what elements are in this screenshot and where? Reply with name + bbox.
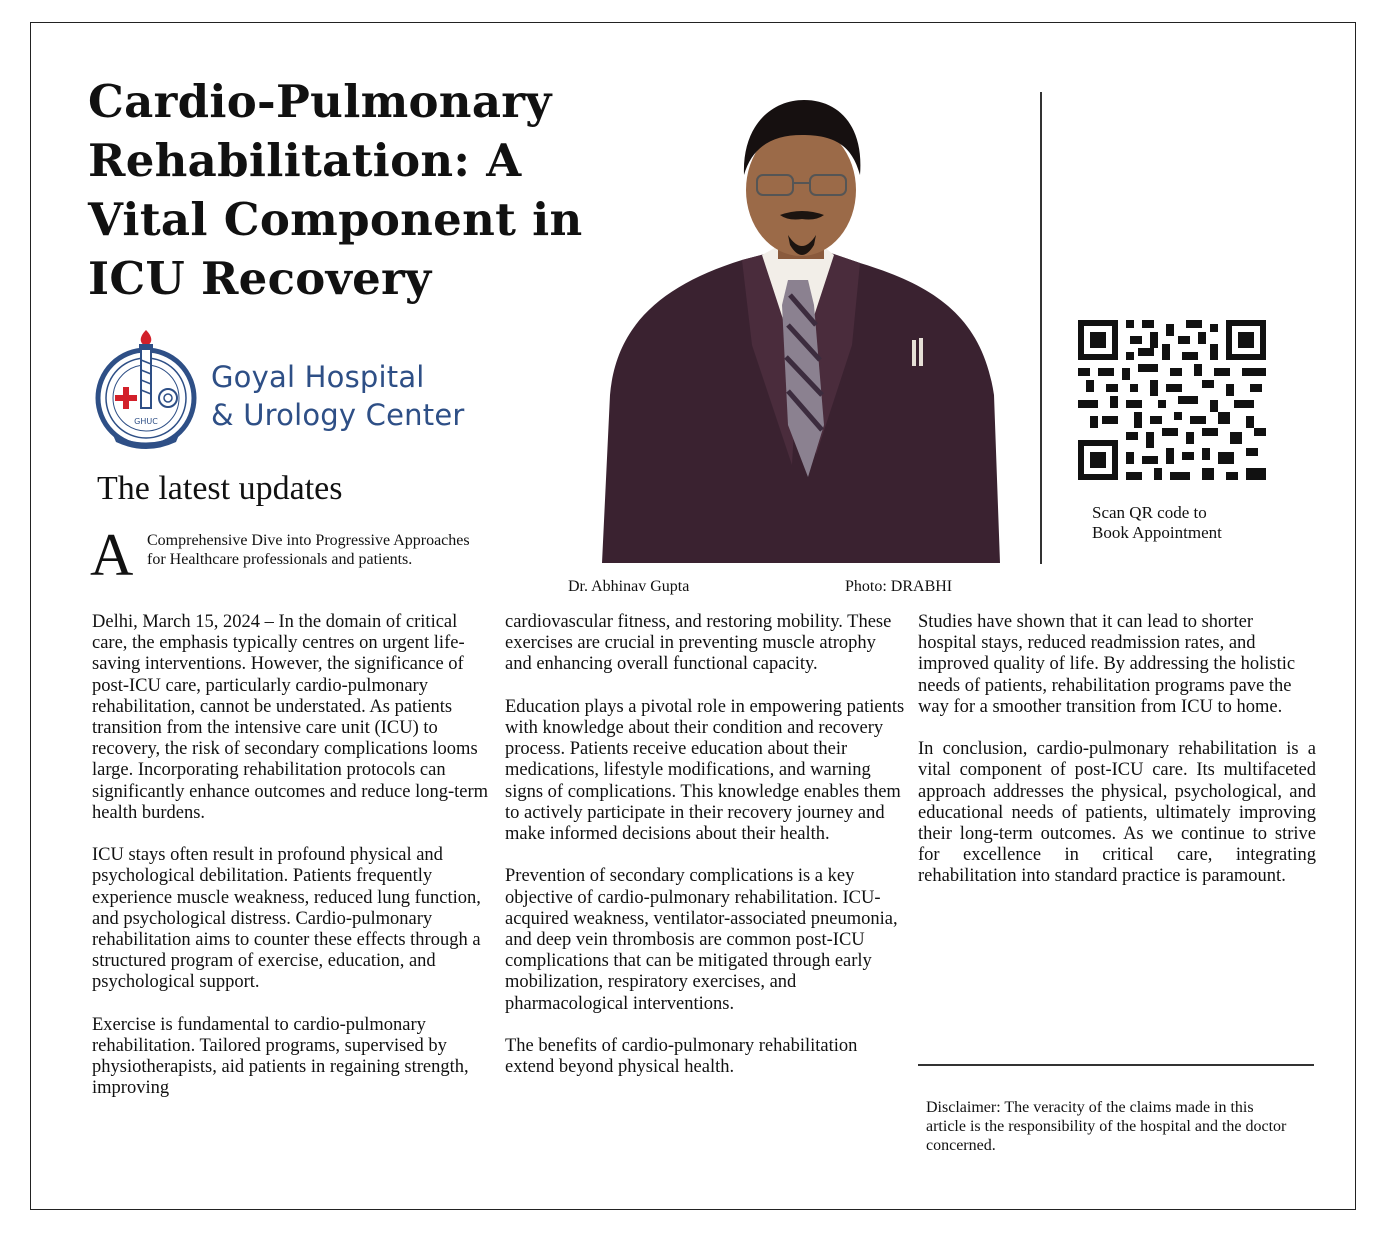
paragraph: cardiovascular fitness, and restoring mobility. These exercises are crucial in preventing muscle atrophy and enhancing overall functional capacity. [505, 612, 892, 675]
logo-wordmark [211, 358, 464, 434]
paragraph: Delhi, March 15, 2024 – In the domain of critical care, the emphasis typically centres on urgent life-saving interventions. However, the significance of post-ICU care, particularly cardio-pulmonary rehabilitation, cannot be understated. As patients transition from the intensive care unit (ICU) to recovery, the risk of secondary complications looms large. Incorporating rehabilitation protocols can significantly enhance outcomes and reduce long-term health burdens. [92, 612, 489, 823]
paragraph: Exercise is fundamental to cardio-pulmonary rehabilitation. Tailored programs, supervised by physiotherapists, aid patients in regaining strength, improving [92, 1014, 469, 1099]
paragraph: Prevention of secondary complications is a key objective of cardio-pulmonary rehabilitation. ICU-acquired weakness, ventilator-associated pneumonia, and deep vein thrombosis are common post-ICU complications that can be mitigated through early mobilization, respiratory exercises, and pharmacological interventions. [505, 866, 898, 1014]
headline-line-4: ICU Recovery [88, 252, 432, 305]
hospital-logo [88, 320, 538, 460]
deck-drop-cap: A [90, 522, 134, 588]
disclaimer-divider [918, 1064, 1314, 1066]
headline-line-3: Vital Component in [88, 193, 583, 246]
headline-line-2: Rehabilitation: A [88, 134, 522, 187]
conclusion-paragraph: In conclusion, cardio-pulmonary rehabilitation is a vital component of post-ICU care. Its multifaceted approach addresses the physical, psychological, and educational needs of patients, ultimately improving their long-term outcomes. As we continue to strive for excellence in critical care, integrating rehabilitation into standard practice is paramount. [918, 739, 1316, 887]
doctor-portrait-image [602, 95, 1000, 563]
article-column-1 [92, 612, 494, 1121]
qr-caption [1092, 503, 1222, 543]
qr-caption-line-1: Scan QR code to [1092, 503, 1207, 522]
section-title: The latest updates [97, 470, 343, 507]
photo-credit: Photo: DRABHI [845, 578, 953, 595]
paragraph: The benefits of cardio-pulmonary rehabilitation extend beyond physical health. [505, 1036, 858, 1078]
qr-caption-line-2: Book Appointment [1092, 523, 1222, 542]
paragraph: Education plays a pivotal role in empowering patients with knowledge about their condition and recovery process. Patients receive education about their medications, lifestyle modifications, and warning signs of complications. This knowledge enables them to actively participate in their recovery journey and make informed decisions about their health. [505, 696, 905, 845]
svg-text:GHUC: GHUC [134, 417, 158, 426]
headline-line-1: Cardio-Pulmonary [88, 75, 552, 128]
article-headline [88, 72, 648, 308]
hospital-seal-icon [88, 320, 218, 460]
article-column-3 [918, 612, 1316, 909]
disclaimer-text: Disclaimer: The veracity of the claims made in this article is the responsibility of the hospital and the doctor concerned. [926, 1099, 1287, 1154]
vertical-divider [1040, 92, 1042, 564]
article-column-2 [505, 612, 905, 1100]
paragraph: Studies have shown that it can lead to shorter hospital stays, reduced readmission rates, and improved quality of life. By addressing the holistic needs of patients, rehabilitation programs pave the way for a smoother transition from ICU to home. [918, 612, 1296, 717]
photo-caption-name: Dr. Abhinav Gupta [568, 578, 690, 595]
logo-line-2: & Urology Center [211, 398, 465, 432]
article-deck: Comprehensive Dive into Progressive Approaches for Healthcare professionals and patients. [147, 532, 470, 568]
qr-code-icon[interactable] [1078, 320, 1266, 480]
logo-line-1: Goyal Hospital [211, 360, 425, 394]
paragraph: ICU stays often result in profound physical and psychological debilitation. Patients frequently experience muscle weakness, reduced lung function, and psychological distress. Cardio-pulmonary rehabilitation aims to counter these effects through a structured program of exercise, education, and psychological support. [92, 845, 481, 993]
